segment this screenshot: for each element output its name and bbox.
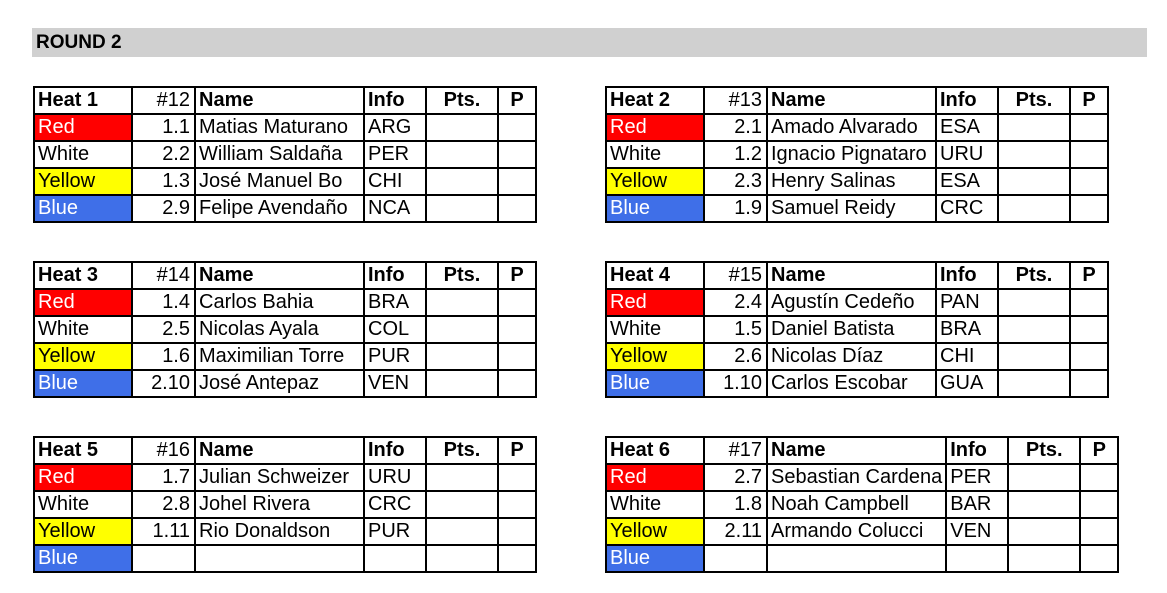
seed-cell: 1.11 — [132, 518, 195, 545]
table-row — [34, 168, 536, 195]
heat-table — [33, 436, 537, 573]
seed-cell: 2.5 — [132, 316, 195, 343]
points-cell[interactable] — [426, 518, 498, 545]
heat-table — [33, 86, 537, 223]
lane-color: Blue — [34, 370, 132, 397]
place-cell[interactable] — [498, 141, 536, 168]
country-info — [364, 545, 426, 572]
table-row — [606, 545, 1118, 572]
heat-title: Heat 2 — [606, 87, 704, 114]
heat-title: Heat 3 — [34, 262, 132, 289]
athlete-name — [195, 545, 364, 572]
table-row — [606, 141, 1108, 168]
table-row — [606, 518, 1118, 545]
country-info: ESA — [936, 168, 998, 195]
seed-cell: 1.7 — [132, 464, 195, 491]
name-header: Name — [195, 262, 364, 289]
athlete-name: Amado Alvarado — [767, 114, 936, 141]
place-cell[interactable] — [498, 464, 536, 491]
athlete-name: Noah Campbell — [767, 491, 946, 518]
athlete-name: Sebastian Cardena — [767, 464, 946, 491]
place-cell[interactable] — [1070, 168, 1108, 195]
country-info: PUR — [364, 518, 426, 545]
country-info: CRC — [364, 491, 426, 518]
info-header: Info — [936, 87, 998, 114]
place-cell[interactable] — [498, 491, 536, 518]
place-cell[interactable] — [498, 518, 536, 545]
seed-cell: 2.4 — [704, 289, 767, 316]
p-header: P — [498, 262, 536, 289]
p-header: P — [1080, 437, 1118, 464]
place-cell[interactable] — [1080, 545, 1118, 572]
place-cell[interactable] — [498, 195, 536, 222]
athlete-name: Rio Donaldson — [195, 518, 364, 545]
pts-header: Pts. — [1008, 437, 1080, 464]
athlete-name: Matias Maturano — [195, 114, 364, 141]
athlete-name: Samuel Reidy — [767, 195, 936, 222]
table-row — [34, 464, 536, 491]
athlete-name: William Saldaña — [195, 141, 364, 168]
seed-cell: 1.3 — [132, 168, 195, 195]
info-header: Info — [936, 262, 998, 289]
name-header: Name — [195, 437, 364, 464]
seed-cell: 2.11 — [704, 518, 767, 545]
seed-cell: 1.1 — [132, 114, 195, 141]
country-info: GUA — [936, 370, 998, 397]
info-header: Info — [364, 437, 426, 464]
country-info: URU — [936, 141, 998, 168]
lane-color: Blue — [606, 370, 704, 397]
heat-number: #16 — [132, 437, 195, 464]
lane-color: Yellow — [606, 343, 704, 370]
points-cell[interactable] — [998, 168, 1070, 195]
country-info: NCA — [364, 195, 426, 222]
points-cell[interactable] — [426, 491, 498, 518]
seed-cell: 1.9 — [704, 195, 767, 222]
lane-color: Blue — [34, 195, 132, 222]
p-header: P — [498, 437, 536, 464]
lane-color: White — [34, 491, 132, 518]
seed-cell: 2.1 — [704, 114, 767, 141]
country-info: CHI — [364, 168, 426, 195]
table-row — [606, 464, 1118, 491]
lane-color: Blue — [606, 545, 704, 572]
country-info: BRA — [936, 316, 998, 343]
seed-cell — [704, 545, 767, 572]
seed-cell: 1.5 — [704, 316, 767, 343]
place-cell[interactable] — [498, 289, 536, 316]
lane-color: Yellow — [34, 168, 132, 195]
heat-number: #14 — [132, 262, 195, 289]
seed-cell: 2.8 — [132, 491, 195, 518]
pts-header: Pts. — [998, 262, 1070, 289]
name-header: Name — [195, 87, 364, 114]
points-cell[interactable] — [426, 195, 498, 222]
athlete-name: Nicolas Ayala — [195, 316, 364, 343]
pts-header: Pts. — [426, 437, 498, 464]
lane-color: White — [606, 491, 704, 518]
place-cell[interactable] — [498, 316, 536, 343]
country-info: ARG — [364, 114, 426, 141]
p-header: P — [498, 87, 536, 114]
table-row — [606, 491, 1118, 518]
lane-color: Yellow — [606, 168, 704, 195]
lane-color: Red — [34, 289, 132, 316]
athlete-name: Nicolas Díaz — [767, 343, 936, 370]
heat-table — [605, 436, 1119, 573]
points-cell[interactable] — [426, 114, 498, 141]
place-cell[interactable] — [498, 370, 536, 397]
country-info: BRA — [364, 289, 426, 316]
lane-color: Blue — [34, 545, 132, 572]
heat-title: Heat 6 — [606, 437, 704, 464]
table-row — [606, 370, 1108, 397]
athlete-name: Julian Schweizer — [195, 464, 364, 491]
heat-number: #13 — [704, 87, 767, 114]
place-cell[interactable] — [498, 343, 536, 370]
athlete-name — [767, 545, 946, 572]
country-info: URU — [364, 464, 426, 491]
country-info: ESA — [936, 114, 998, 141]
country-info: PUR — [364, 343, 426, 370]
points-cell[interactable] — [1008, 464, 1080, 491]
place-cell[interactable] — [498, 168, 536, 195]
points-cell[interactable] — [998, 141, 1070, 168]
points-cell[interactable] — [998, 114, 1070, 141]
athlete-name: Maximilian Torre — [195, 343, 364, 370]
points-cell[interactable] — [426, 343, 498, 370]
pts-header: Pts. — [426, 87, 498, 114]
points-cell[interactable] — [426, 370, 498, 397]
seed-cell: 2.10 — [132, 370, 195, 397]
place-cell[interactable] — [498, 545, 536, 572]
seed-cell: 1.4 — [132, 289, 195, 316]
seed-cell: 2.9 — [132, 195, 195, 222]
table-row — [34, 195, 536, 222]
table-row — [606, 343, 1108, 370]
points-cell[interactable] — [998, 316, 1070, 343]
heat-header-row — [606, 262, 1108, 289]
heat-number: #17 — [704, 437, 767, 464]
table-row — [34, 343, 536, 370]
seed-cell: 2.3 — [704, 168, 767, 195]
country-info: VEN — [946, 518, 1008, 545]
place-cell[interactable] — [1070, 316, 1108, 343]
lane-color: Red — [606, 114, 704, 141]
info-header: Info — [364, 87, 426, 114]
seed-cell: 2.7 — [704, 464, 767, 491]
seed-cell: 1.8 — [704, 491, 767, 518]
table-row — [34, 370, 536, 397]
round-title: ROUND 2 — [32, 28, 1147, 57]
points-cell[interactable] — [426, 464, 498, 491]
table-row — [34, 518, 536, 545]
points-cell[interactable] — [998, 343, 1070, 370]
lane-color: Blue — [606, 195, 704, 222]
points-cell[interactable] — [426, 168, 498, 195]
table-row — [606, 168, 1108, 195]
seed-cell: 2.6 — [704, 343, 767, 370]
place-cell[interactable] — [1080, 518, 1118, 545]
lane-color: Red — [34, 114, 132, 141]
lane-color: White — [606, 316, 704, 343]
seed-cell: 1.10 — [704, 370, 767, 397]
heat-title: Heat 5 — [34, 437, 132, 464]
country-info — [946, 545, 1008, 572]
athlete-name: Carlos Escobar — [767, 370, 936, 397]
points-cell[interactable] — [426, 141, 498, 168]
p-header: P — [1070, 262, 1108, 289]
athlete-name: Ignacio Pignataro — [767, 141, 936, 168]
heat-title: Heat 1 — [34, 87, 132, 114]
athlete-name: Armando Colucci — [767, 518, 946, 545]
heat-table — [33, 261, 537, 398]
table-row — [606, 316, 1108, 343]
lane-color: Yellow — [34, 343, 132, 370]
place-cell[interactable] — [1070, 370, 1108, 397]
country-info: PAN — [936, 289, 998, 316]
points-cell[interactable] — [1008, 545, 1080, 572]
athlete-name: Henry Salinas — [767, 168, 936, 195]
place-cell[interactable] — [498, 114, 536, 141]
seed-cell: 1.2 — [704, 141, 767, 168]
country-info: COL — [364, 316, 426, 343]
athlete-name: José Manuel Bo — [195, 168, 364, 195]
table-row — [34, 114, 536, 141]
heat-header-row — [34, 437, 536, 464]
country-info: BAR — [946, 491, 1008, 518]
seed-cell: 2.2 — [132, 141, 195, 168]
athlete-name: Felipe Avendaño — [195, 195, 364, 222]
lane-color: Yellow — [34, 518, 132, 545]
heat-table — [605, 261, 1109, 398]
heat-header-row — [34, 87, 536, 114]
athlete-name: José Antepaz — [195, 370, 364, 397]
heat-header-row — [606, 87, 1108, 114]
table-row — [606, 114, 1108, 141]
p-header: P — [1070, 87, 1108, 114]
lane-color: White — [34, 316, 132, 343]
points-cell[interactable] — [1008, 491, 1080, 518]
table-row — [606, 289, 1108, 316]
table-row — [606, 195, 1108, 222]
athlete-name: Johel Rivera — [195, 491, 364, 518]
place-cell[interactable] — [1070, 141, 1108, 168]
info-header: Info — [946, 437, 1008, 464]
lane-color: White — [606, 141, 704, 168]
name-header: Name — [767, 437, 946, 464]
place-cell[interactable] — [1070, 289, 1108, 316]
name-header: Name — [767, 262, 936, 289]
info-header: Info — [364, 262, 426, 289]
country-info: PER — [946, 464, 1008, 491]
lane-color: Red — [34, 464, 132, 491]
table-row — [34, 545, 536, 572]
points-cell[interactable] — [998, 370, 1070, 397]
lane-color: White — [34, 141, 132, 168]
pts-header: Pts. — [426, 262, 498, 289]
athlete-name: Agustín Cedeño — [767, 289, 936, 316]
seed-cell — [132, 545, 195, 572]
pts-header: Pts. — [998, 87, 1070, 114]
heat-table — [605, 86, 1109, 223]
table-row — [34, 289, 536, 316]
place-cell[interactable] — [1080, 491, 1118, 518]
points-cell[interactable] — [998, 289, 1070, 316]
points-cell[interactable] — [426, 316, 498, 343]
heat-number: #12 — [132, 87, 195, 114]
place-cell[interactable] — [1080, 464, 1118, 491]
heat-title: Heat 4 — [606, 262, 704, 289]
country-info: CHI — [936, 343, 998, 370]
place-cell[interactable] — [1070, 343, 1108, 370]
heat-number: #15 — [704, 262, 767, 289]
country-info: CRC — [936, 195, 998, 222]
country-info: VEN — [364, 370, 426, 397]
name-header: Name — [767, 87, 936, 114]
points-cell[interactable] — [426, 545, 498, 572]
place-cell[interactable] — [1070, 114, 1108, 141]
lane-color: Red — [606, 464, 704, 491]
points-cell[interactable] — [1008, 518, 1080, 545]
athlete-name: Daniel Batista — [767, 316, 936, 343]
country-info: PER — [364, 141, 426, 168]
place-cell[interactable] — [1070, 195, 1108, 222]
lane-color: Yellow — [606, 518, 704, 545]
table-row — [34, 316, 536, 343]
athlete-name: Carlos Bahia — [195, 289, 364, 316]
table-row — [34, 141, 536, 168]
heat-header-row — [606, 437, 1118, 464]
lane-color: Red — [606, 289, 704, 316]
table-row — [34, 491, 536, 518]
points-cell[interactable] — [426, 289, 498, 316]
seed-cell: 1.6 — [132, 343, 195, 370]
points-cell[interactable] — [998, 195, 1070, 222]
heat-header-row — [34, 262, 536, 289]
